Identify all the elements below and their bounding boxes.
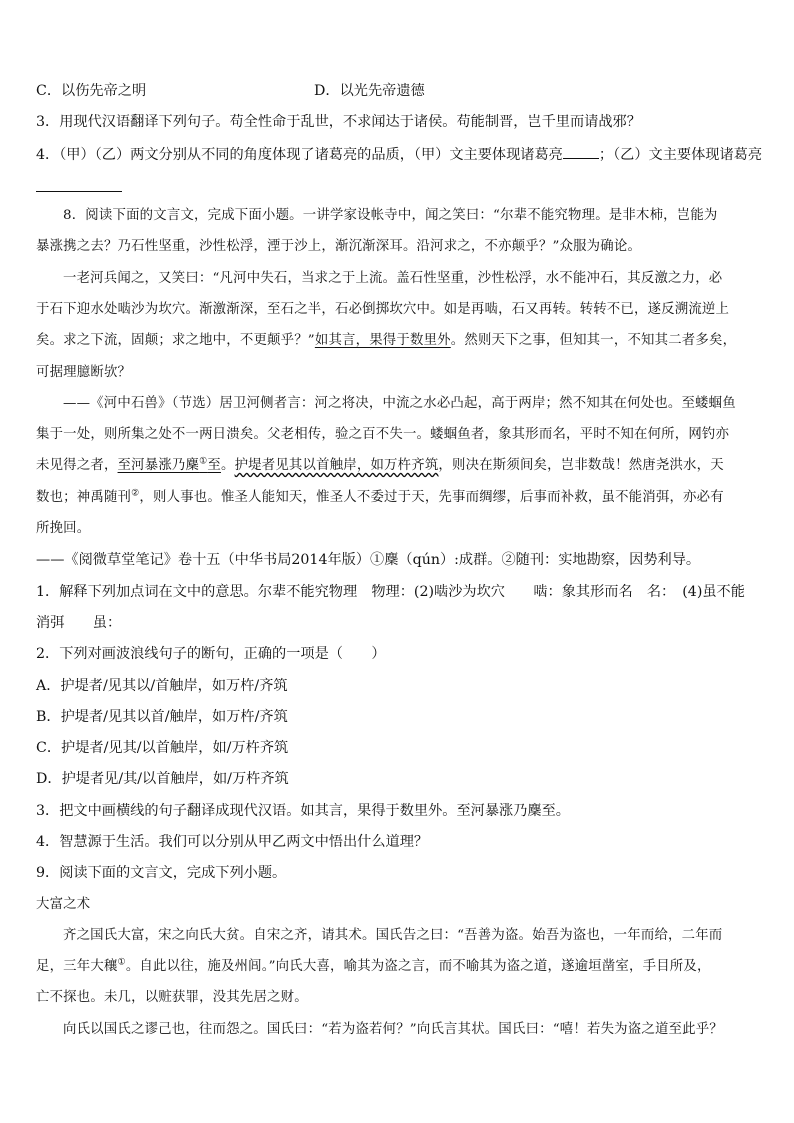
choice-a: A．护堤者/见其以/首触岸，如万杵/齐筑 [36,678,288,694]
passage-2-line-1: ——《河中石兽》（节选）居卫河侧者言：河之将决，中流之水必凸起，高于两岸；然不知其在何处也。至蝼蝈鱼 [63,396,736,411]
question-7-4 [36,144,762,165]
passage-1-line-1: 一老河兵闻之，又笑曰：“凡河中失石，当求之于上流。盖石性坚重，沙性松浮，水不能冲石，其反激之力，必 [63,271,723,286]
question-7-3: 3．用现代汉语翻译下列句子。苟全性命于乱世，不求闻达于诸侯。苟能制晋，岂千里而请战邪？ [36,114,641,130]
passage-2-line-4-a: 数也；神禹随刊 [36,490,132,505]
underlined-sentence-2 [118,458,221,473]
passage-1-line-3 [36,331,736,351]
question-8-1: 1．解释下列加点词在文中的意思。尔辈不能究物理 物理：(2)啮沙为坎穴 啮：象其形而名 名： (4)虽不能 [36,584,745,600]
question-8-intro-1: 8．阅读下面的文言文，完成下面小题。一讲学家设帐寺中，闻之笑曰：“尔辈不能究物理。是非木柿，岂能为 [63,208,718,223]
passage-3-line-3: 亡不探也。未几，以赃获罪，没其先居之财。 [36,990,308,1005]
passage-2-line-5: 所挽回。 [36,521,91,536]
choice-c: C．护堤者/见其/以首触岸，如/万杵齐筑 [36,740,289,756]
footnote-1-marker: ① [199,456,208,467]
question-8-2: 2．下列对画波浪线句子的断句，正确的一项是（ ） [36,646,386,662]
option-c [36,81,146,101]
footnote-marker: ① [117,957,126,968]
underlined-sentence-2-text: 至河暴涨乃麇 [117,458,200,473]
question-8-1-cont: 消弭 虽： [36,615,122,631]
question-8-4: 4．智慧源于生活。我们可以分别从甲乙两文中悟出什么道理？ [36,834,429,850]
wavy-underlined-sentence: 护堤者见其以首触岸，如万杵齐筑 [234,458,439,473]
passage-1-line-3-a: 矣。求之下流，固颠；求之地中，不更颠乎？” [36,333,315,348]
question-7-4-part-b: ；（乙）文主要体现诸葛亮 [598,147,763,163]
passage-2-line-3-c: ，则决在斯须间矣，岂非数哉！然唐尧洪水，天 [438,458,724,473]
passage-3-line-4: 向氏以国氏之谬己也，往而怨之。国氏曰：“若为盗若何？”向氏言其状。国氏曰：“嘻！若失为盗之道至此乎？ [63,1022,723,1037]
question-7-4-part-a: 4．（甲）（乙）两文分别从不同的角度体现了诸葛亮的品质，（甲）文主要体现诸葛亮 [36,147,563,163]
source-note: ——《阅微草堂笔记》卷十五（中华书局2014年版）①麇（qún）:成群。②随刊：实地勘察，因势利导。 [36,552,701,568]
question-8-3: 3．把文中画横线的句子翻译成现代汉语。如其言，果得于数里外。至河暴涨乃麇至。 [36,803,570,819]
passage-2-line-3 [36,456,724,476]
choice-d: D．护堤者见/其/以首触岸，如/万杵齐筑 [36,771,289,787]
passage-3-line-2 [36,957,711,977]
answer-blank-long [36,191,122,192]
option-d-text: D．以光先帝遗德 [314,83,425,99]
passage-2-line-4-b: ，则人事也。惟圣人能知天，惟圣人不委过于天，先事而绸缪，后事而补救，虽不能消弭，亦必有 [139,490,724,505]
underlined-sentence-1: 如其言，果得于数里外 [314,333,451,348]
choice-b: B．护堤者/见其以首/触岸，如万杵/齐筑 [36,709,288,725]
option-d [314,81,425,101]
passage-1-line-4: 可据理臆断欤？ [36,365,132,380]
passage-3-line-2-a: 足，三年大穰 [36,959,118,974]
passage-1-line-2: 于石下迎水处啮沙为坎穴。渐激渐深，至石之半，石必倒掷坎穴中。如是再啮，石又再转。转转不已，遂反溯流逆上 [36,302,730,317]
period-mark: 。 [220,458,235,473]
question-8-intro-2: 暴涨携之去？乃石性坚重，沙性松浮，湮于沙上，渐沉渐深耳。沿河求之，不亦颠乎？”众服为确论。 [36,239,642,254]
passage-title: 大富之术 [36,897,91,912]
passage-3-line-2-b: 。自此以往，施及州闾。”向氏大喜，喻其为盗之言，而不喻其为盗之道，遂逾垣凿室，手目所及， [125,959,711,974]
footnote-2-marker: ② [131,488,140,499]
option-c-text: C．以伤先帝之明 [36,83,147,99]
passage-1-line-3-b: 。然则天下之事，但知其一，不知其二者多矣， [450,333,737,348]
passage-2-line-2: 集于一处，则所集之处不一两日溃矣。父老相传，验之百不失一。蝼蝈鱼者，象其形而名，平时不知在何所，网钓亦 [36,427,730,442]
passage-2-line-4 [36,488,724,508]
question-9-intro: 9．阅读下面的文言文，完成下列小题。 [36,865,287,881]
passage-2-line-3-a: 未见得之者， [36,458,118,473]
underlined-sentence-2-end: 至 [207,458,221,473]
answer-blank [563,144,599,159]
passage-3-line-1: 齐之国氏大富，宋之向氏大贫。自宋之齐，请其术。国氏告之曰：“吾善为盗。始吾为盗也，一年而给，二年而 [63,928,723,943]
